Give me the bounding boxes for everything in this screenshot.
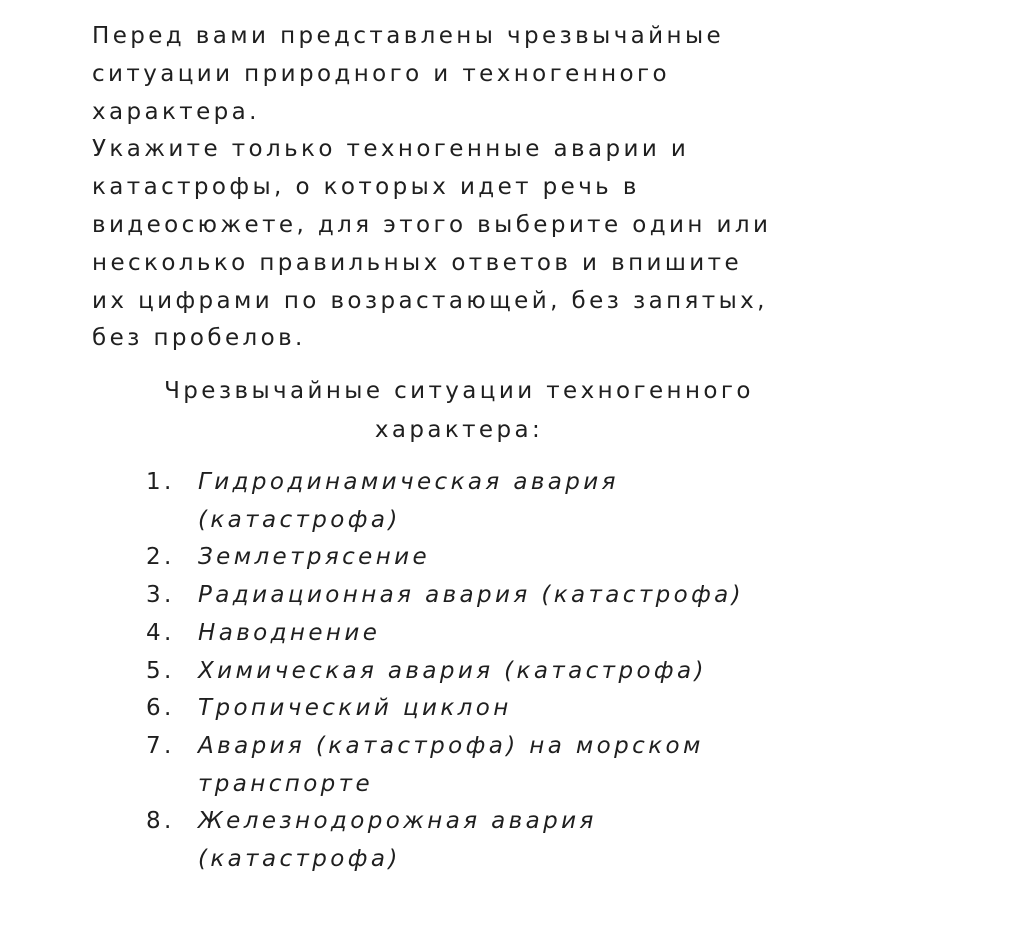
option-text: Радиационная авария (катастрофа) bbox=[198, 582, 745, 609]
option-text: Химическая авария (катастрофа) bbox=[198, 657, 707, 684]
option-number: 3. bbox=[146, 582, 175, 609]
option-text: Землетрясение bbox=[198, 544, 431, 571]
option-text: Гидродинамическая авария (катастрофа) bbox=[198, 469, 619, 533]
option-3 bbox=[146, 577, 846, 615]
option-number: 8. bbox=[146, 808, 175, 835]
option-text: Авария (катастрофа) на морском транспорте bbox=[198, 732, 704, 797]
option-5 bbox=[146, 653, 846, 691]
option-6 bbox=[146, 690, 846, 728]
option-number: 7. bbox=[146, 732, 175, 759]
task-instructions: Перед вами представлены чрезвычайные ситуации природного и техногенного характера. Укажите только техногенные аварии и катастрофы, о которых идет речь в видеосюжете, для этого выберите один или несколько правильных ответов и впишите их цифрами по возрастающей, без запятых, без пробелов. bbox=[92, 23, 772, 352]
list-heading: Чрезвычайные ситуации техногенного характера: bbox=[164, 378, 754, 443]
option-number: 4. bbox=[146, 619, 175, 646]
option-2 bbox=[146, 539, 846, 577]
option-number: 1. bbox=[146, 469, 175, 495]
option-8 bbox=[146, 803, 846, 878]
option-7 bbox=[146, 728, 846, 803]
option-number: 2. bbox=[146, 544, 175, 571]
option-number: 5. bbox=[146, 657, 175, 684]
options-list bbox=[146, 464, 846, 879]
option-4 bbox=[146, 615, 846, 653]
option-1 bbox=[146, 464, 846, 539]
option-text: Тропический циклон bbox=[198, 695, 512, 722]
option-text: Наводнение bbox=[198, 619, 381, 646]
option-text: Железнодорожная авария (катастрофа) bbox=[198, 808, 597, 873]
option-number: 6. bbox=[146, 695, 175, 722]
